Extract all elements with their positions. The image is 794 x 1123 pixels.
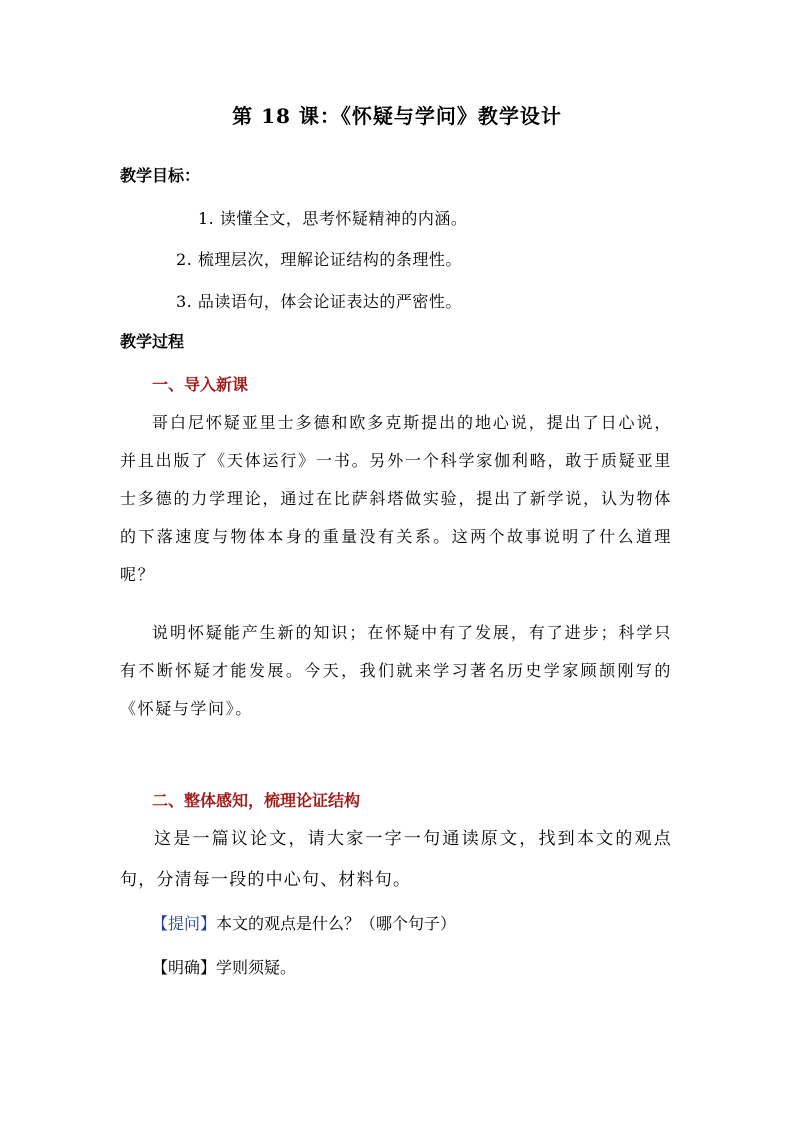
question-text: 本文的观点是什么？（哪个句子）	[216, 914, 457, 933]
section2-paragraph: 这是一篇议论文，请大家一字一句通读原文，找到本文的观点句，分清每一段的中心句、材料句。	[120, 829, 672, 890]
section2-heading: 二、整体感知，梳理论证结构	[152, 791, 361, 810]
goals-heading: 教学目标：	[120, 166, 201, 185]
process-heading: 教学过程	[120, 332, 185, 351]
answer-text: 学则须疑。	[216, 958, 297, 977]
document-title: 第 18 课：《怀疑与学问》教学设计	[232, 104, 562, 128]
section1-paragraph2: 说明怀疑能产生新的知识；在怀疑中有了发展，有了进步；科学只有不断怀疑才能发展。今天，我们就来学习著名历史学家顾颉刚写的《怀疑与学问》。	[120, 623, 672, 718]
goal-item-3: 3. 品读语句，体会论证表达的严密性。	[176, 292, 462, 311]
section1-paragraph1: 哥白尼怀疑亚里士多德和欧多克斯提出的地心说，提出了日心说，并且出版了《天体运行》一书。另外一个科学家伽利略，敢于质疑亚里士多德的力学理论，通过在比萨斜塔做实验，提出了新学说，认为物体的下落速度与物体本身的重量没有关系。这两个故事说明了什么道理呢？	[120, 413, 672, 584]
goal-item-1: 1. 读懂全文，思考怀疑精神的内涵。	[198, 209, 468, 228]
question-line	[152, 911, 456, 934]
question-tag: 【提问】	[152, 914, 217, 933]
goal-item-2: 2. 梳理层次，理解论证结构的条理性。	[176, 250, 462, 269]
answer-tag: 【明确】	[152, 958, 217, 977]
section1-heading: 一、导入新课	[152, 375, 249, 394]
answer-line	[152, 955, 296, 978]
